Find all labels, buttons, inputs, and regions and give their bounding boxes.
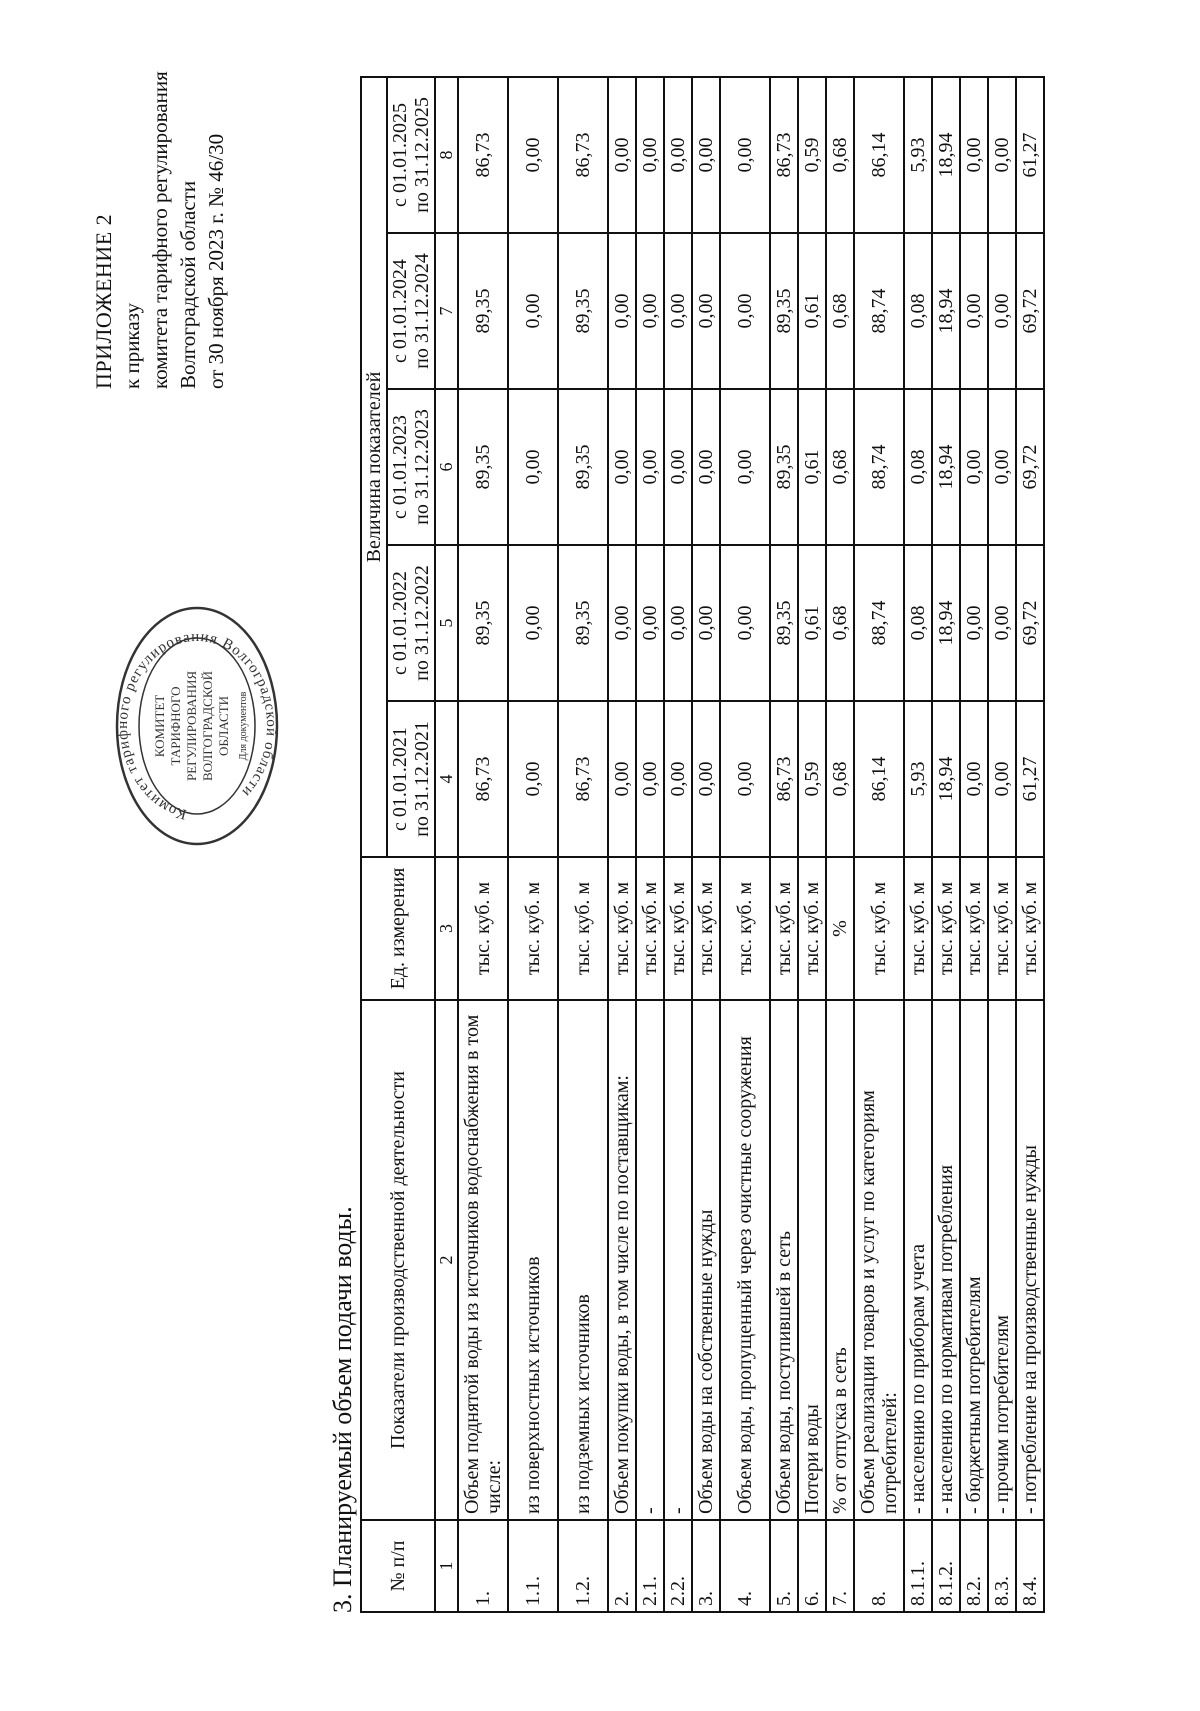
table-row <box>854 77 904 1612</box>
period-end: по 31.12.2025 <box>411 97 433 213</box>
row-value: 0,00 <box>608 701 636 857</box>
row-value: 0,00 <box>608 545 636 701</box>
row-number: 2.1. <box>636 1520 664 1612</box>
period-start: с 01.01.2021 <box>389 727 411 831</box>
row-value: 86,73 <box>458 77 508 233</box>
row-value: 0,00 <box>508 77 558 233</box>
col-header-period <box>387 77 435 233</box>
row-value: 61,27 <box>1016 701 1044 857</box>
period-start: с 01.01.2024 <box>389 259 411 363</box>
period-end: по 31.12.2022 <box>411 565 433 681</box>
row-value: 69,72 <box>1016 389 1044 545</box>
table-body <box>458 77 1044 1612</box>
table-row <box>720 77 770 1612</box>
row-indicator-name: - бюджетным потребителям <box>960 1000 988 1520</box>
table-row <box>770 77 798 1612</box>
row-indicator-name: из поверхностных источников <box>508 1000 558 1520</box>
row-number: 6. <box>798 1520 826 1612</box>
index-cell: 5 <box>435 545 458 701</box>
row-value: 0,00 <box>720 389 770 545</box>
row-value: 0,00 <box>720 233 770 389</box>
row-indicator-name: из подземных источников <box>558 1000 608 1520</box>
row-value: 0,00 <box>608 233 636 389</box>
row-number: 8. <box>854 1520 904 1612</box>
row-value: 5,93 <box>904 701 932 857</box>
row-value: 0,00 <box>636 233 664 389</box>
col-header-group: Величина показателей <box>361 77 387 857</box>
table-row <box>558 77 608 1612</box>
row-value: 69,72 <box>1016 233 1044 389</box>
row-value: 0,00 <box>692 389 720 545</box>
table-row <box>798 77 826 1612</box>
row-indicator-name: - <box>664 1000 692 1520</box>
period-start: с 01.01.2025 <box>389 103 411 207</box>
row-value: 0,00 <box>960 389 988 545</box>
row-value: 88,74 <box>854 233 904 389</box>
row-value: 86,73 <box>558 77 608 233</box>
row-unit: тыс. куб. м <box>608 857 636 1000</box>
row-value: 0,00 <box>608 389 636 545</box>
row-value: 0,61 <box>798 389 826 545</box>
row-value: 0,08 <box>904 389 932 545</box>
row-number: 5. <box>770 1520 798 1612</box>
row-value: 0,00 <box>636 77 664 233</box>
row-unit: тыс. куб. м <box>636 857 664 1000</box>
row-value: 86,73 <box>558 701 608 857</box>
row-value: 0,00 <box>692 545 720 701</box>
table-row <box>608 77 636 1612</box>
row-number: 1. <box>458 1520 508 1612</box>
row-value: 0,59 <box>798 701 826 857</box>
row-value: 89,35 <box>770 233 798 389</box>
row-value: 86,14 <box>854 77 904 233</box>
row-value: 69,72 <box>1016 545 1044 701</box>
row-value: 0,68 <box>826 77 854 233</box>
row-indicator-name: % от отпуска в сеть <box>826 1000 854 1520</box>
col-header-period <box>387 701 435 857</box>
row-value: 89,35 <box>458 545 508 701</box>
row-unit: тыс. куб. м <box>458 857 508 1000</box>
index-cell: 1 <box>435 1520 458 1612</box>
stamp-center-line3: РЕГУЛИРОВАНИЯ <box>184 670 199 782</box>
stamp-center-line6: Для документов <box>238 691 249 761</box>
row-value: 0,68 <box>826 389 854 545</box>
row-number: 8.1.2. <box>932 1520 960 1612</box>
table-row <box>664 77 692 1612</box>
index-cell: 4 <box>435 701 458 857</box>
row-value: 86,73 <box>770 701 798 857</box>
row-value: 0,00 <box>960 77 988 233</box>
row-value: 0,00 <box>508 701 558 857</box>
row-indicator-name: Объем покупки воды, в том числе по поставщикам: <box>608 1000 636 1520</box>
row-value: 0,68 <box>826 545 854 701</box>
section-title: 3. Планируемый объем подачи воды. <box>328 1206 357 1613</box>
row-value: 0,00 <box>988 701 1016 857</box>
period-end: по 31.12.2023 <box>411 409 433 525</box>
row-value: 89,35 <box>458 389 508 545</box>
row-unit: тыс. куб. м <box>904 857 932 1000</box>
row-value: 0,00 <box>636 545 664 701</box>
row-value: 0,61 <box>798 233 826 389</box>
stamp-ring-text: Комитет тарифного регулирования Волгоградской области <box>114 628 280 823</box>
row-value: 0,00 <box>664 233 692 389</box>
row-value: 89,35 <box>458 233 508 389</box>
row-indicator-name: Объем реализации товаров и услуг по категориям потребителей: <box>854 1000 904 1520</box>
table-row <box>458 77 508 1612</box>
row-value: 88,74 <box>854 389 904 545</box>
row-indicator-name: - потребление на производственные нужды <box>1016 1000 1044 1520</box>
period-end: по 31.12.2021 <box>411 721 433 837</box>
col-header-period <box>387 233 435 389</box>
row-value: 0,00 <box>664 77 692 233</box>
period-end: по 31.12.2024 <box>411 253 433 369</box>
row-number: 2. <box>608 1520 636 1612</box>
row-value: 18,94 <box>932 545 960 701</box>
annex-title: ПРИЛОЖЕНИЕ 2 <box>91 213 116 389</box>
row-value: 5,93 <box>904 77 932 233</box>
row-unit: тыс. куб. м <box>854 857 904 1000</box>
row-unit: % <box>826 857 854 1000</box>
row-value: 89,35 <box>558 545 608 701</box>
row-value: 0,00 <box>636 701 664 857</box>
row-indicator-name: Потери воды <box>798 1000 826 1520</box>
table-row <box>826 77 854 1612</box>
row-value: 0,00 <box>988 389 1016 545</box>
row-value: 0,00 <box>508 545 558 701</box>
row-value: 0,00 <box>720 701 770 857</box>
stamp-center-line5: ОБЛАСТИ <box>216 695 231 757</box>
row-value: 0,59 <box>798 77 826 233</box>
col-header-num: № п/п <box>361 1520 435 1612</box>
row-value: 0,00 <box>988 77 1016 233</box>
row-value: 0,61 <box>798 545 826 701</box>
stamp-center-line2: ТАРИФНОГО <box>168 686 183 766</box>
stamp-center-line4: ВОЛГОГРАДСКОЙ <box>200 671 215 781</box>
row-indicator-name: Объем воды на собственные нужды <box>692 1000 720 1520</box>
row-number: 4. <box>720 1520 770 1612</box>
row-number: 1.1. <box>508 1520 558 1612</box>
row-value: 86,73 <box>770 77 798 233</box>
row-number: 8.4. <box>1016 1520 1044 1612</box>
row-value: 0,00 <box>960 545 988 701</box>
row-value: 86,14 <box>854 701 904 857</box>
row-value: 89,35 <box>558 389 608 545</box>
index-cell: 2 <box>435 1000 458 1520</box>
row-unit: тыс. куб. м <box>1016 857 1044 1000</box>
row-value: 0,00 <box>664 701 692 857</box>
row-unit: тыс. куб. м <box>798 857 826 1000</box>
stamp-center-line1: КОМИТЕТ <box>152 694 167 758</box>
row-value: 88,74 <box>854 545 904 701</box>
table-row <box>904 77 932 1612</box>
table-row <box>988 77 1016 1612</box>
row-value: 18,94 <box>932 389 960 545</box>
period-start: с 01.01.2023 <box>389 415 411 519</box>
row-value: 0,68 <box>826 233 854 389</box>
row-indicator-name: - населению по приборам учета <box>904 1000 932 1520</box>
col-header-unit: Ед. измерения <box>361 857 435 1000</box>
row-indicator-name: Объем воды, пропущенный через очистные сооружения <box>720 1000 770 1520</box>
index-row <box>435 77 458 1612</box>
row-number: 1.2. <box>558 1520 608 1612</box>
row-indicator-name: - прочим потребителям <box>988 1000 1016 1520</box>
row-value: 0,00 <box>960 233 988 389</box>
index-cell: 6 <box>435 389 458 545</box>
row-unit: тыс. куб. м <box>770 857 798 1000</box>
annex-line-committee: комитета тарифного регулирования <box>148 71 172 389</box>
row-value: 89,35 <box>558 233 608 389</box>
water-supply-table <box>360 76 1045 1613</box>
index-cell: 7 <box>435 233 458 389</box>
row-value: 0,00 <box>664 545 692 701</box>
row-indicator-name: Объем поднятой воды из источников водоснабжения в том числе: <box>458 1000 508 1520</box>
annex-line-date: от 30 ноября 2023 г. № 46/30 <box>204 133 228 389</box>
row-value: 0,68 <box>826 701 854 857</box>
annex-line-region: Волгоградской области <box>176 180 200 389</box>
table-row <box>636 77 664 1612</box>
table-row <box>508 77 558 1612</box>
table-row <box>1016 77 1044 1612</box>
row-value: 61,27 <box>1016 77 1044 233</box>
col-header-name: Показатели производственной деятельности <box>361 1000 435 1520</box>
row-value: 86,73 <box>458 701 508 857</box>
row-value: 0,00 <box>692 77 720 233</box>
water-supply-table-wrap <box>360 78 1045 1613</box>
index-cell: 3 <box>435 857 458 1000</box>
row-value: 0,00 <box>988 545 1016 701</box>
row-value: 0,00 <box>960 701 988 857</box>
row-number: 8.3. <box>988 1520 1016 1612</box>
row-value: 0,00 <box>720 77 770 233</box>
col-header-period <box>387 389 435 545</box>
row-value: 0,00 <box>508 389 558 545</box>
row-value: 0,00 <box>988 233 1016 389</box>
row-number: 3. <box>692 1520 720 1612</box>
row-value: 18,94 <box>932 233 960 389</box>
row-unit: тыс. куб. м <box>664 857 692 1000</box>
row-value: 0,00 <box>720 545 770 701</box>
row-value: 0,00 <box>692 701 720 857</box>
annex-line-order: к приказу <box>120 303 144 389</box>
table-row <box>692 77 720 1612</box>
row-unit: тыс. куб. м <box>720 857 770 1000</box>
row-unit: тыс. куб. м <box>960 857 988 1000</box>
row-value: 18,94 <box>932 701 960 857</box>
row-unit: тыс. куб. м <box>692 857 720 1000</box>
row-value: 0,08 <box>904 545 932 701</box>
row-unit: тыс. куб. м <box>508 857 558 1000</box>
row-unit: тыс. куб. м <box>932 857 960 1000</box>
row-number: 7. <box>826 1520 854 1612</box>
row-unit: тыс. куб. м <box>558 857 608 1000</box>
row-value: 0,08 <box>904 233 932 389</box>
row-value: 0,00 <box>692 233 720 389</box>
row-number: 8.2. <box>960 1520 988 1612</box>
row-value: 0,00 <box>636 389 664 545</box>
row-value: 0,00 <box>508 233 558 389</box>
row-indicator-name: - населению по нормативам потребления <box>932 1000 960 1520</box>
official-stamp <box>112 601 282 851</box>
row-value: 89,35 <box>770 389 798 545</box>
table-row <box>932 77 960 1612</box>
index-cell: 8 <box>435 77 458 233</box>
row-value: 18,94 <box>932 77 960 233</box>
row-value: 0,00 <box>608 77 636 233</box>
row-value: 0,00 <box>664 389 692 545</box>
col-header-period <box>387 545 435 701</box>
row-value: 89,35 <box>770 545 798 701</box>
row-number: 8.1.1. <box>904 1520 932 1612</box>
period-start: с 01.01.2022 <box>389 571 411 675</box>
row-indicator-name: Объем воды, поступившей в сеть <box>770 1000 798 1520</box>
row-number: 2.2. <box>664 1520 692 1612</box>
row-indicator-name: - <box>636 1000 664 1520</box>
table-row <box>960 77 988 1612</box>
row-unit: тыс. куб. м <box>988 857 1016 1000</box>
